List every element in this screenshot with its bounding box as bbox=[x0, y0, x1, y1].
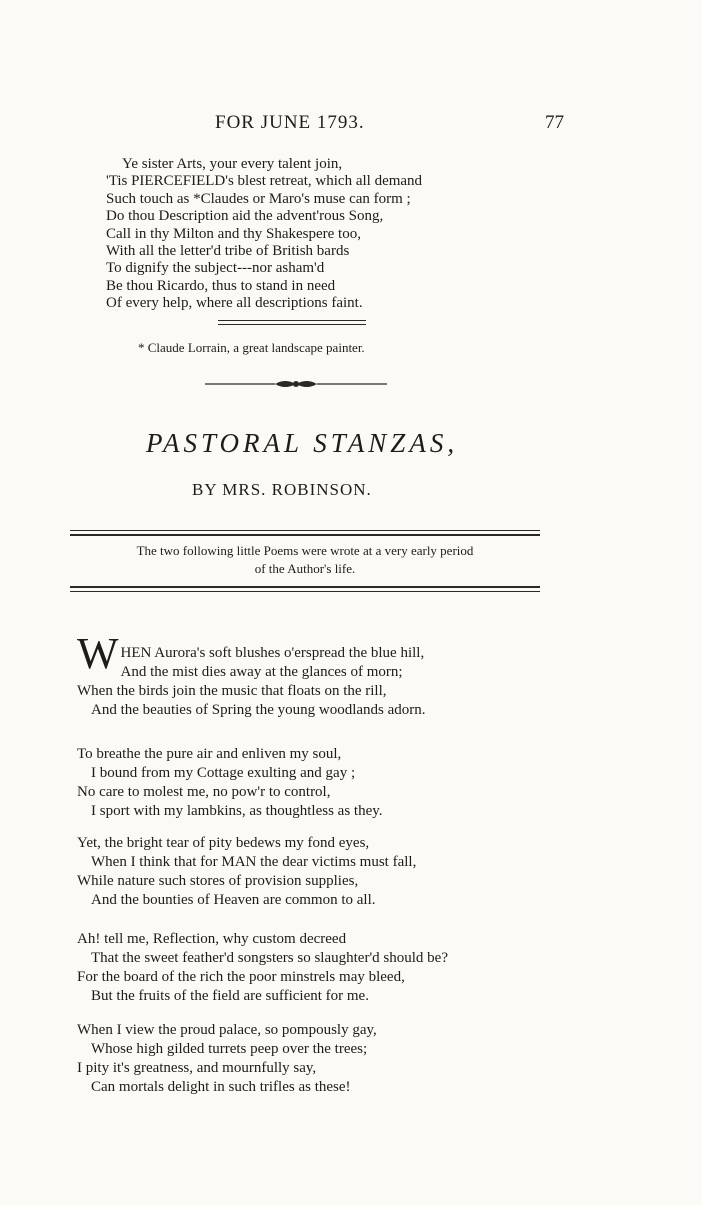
poem-line: When I think that for MAN the dear victims must fall, bbox=[91, 854, 417, 870]
poem-line: I sport with my lambkins, as thoughtless as they. bbox=[91, 803, 383, 819]
drop-cap: W bbox=[77, 629, 119, 678]
poem-line: For the board of the rich the poor minstrels may bleed, bbox=[77, 969, 405, 985]
poem-line: That the sweet feather'd songsters so slaughter'd should be? bbox=[91, 950, 448, 966]
ornament-divider bbox=[205, 376, 387, 392]
poem-line: Ah! tell me, Reflection, why custom decreed bbox=[77, 931, 347, 947]
poem-line: When the birds join the music that floats on the rill, bbox=[77, 683, 387, 699]
stanza-4 bbox=[77, 930, 448, 1006]
verse-line: With all the letter'd tribe of British bards bbox=[106, 243, 350, 260]
stanza-5 bbox=[77, 1021, 377, 1097]
page-number: 77 bbox=[545, 112, 564, 133]
poem-line: And the mist dies away at the glances of morn; bbox=[120, 664, 403, 680]
poem-line: Yet, the bright tear of pity bedews my fond eyes, bbox=[77, 835, 370, 851]
footnote-rule bbox=[218, 324, 366, 325]
note-line: of the Author's life. bbox=[254, 561, 356, 576]
poem-line: When I view the proud palace, so pompously gay, bbox=[77, 1022, 377, 1038]
poem-line: I pity it's greatness, and mournfully say, bbox=[77, 1060, 317, 1076]
stanza-1 bbox=[77, 629, 426, 720]
page-header bbox=[0, 112, 702, 142]
rule bbox=[70, 534, 540, 536]
rule bbox=[70, 586, 540, 588]
poem-line: HEN Aurora's soft blushes o'erspread the blue hill, bbox=[120, 645, 425, 661]
stanza-2 bbox=[77, 745, 383, 821]
note-line: The two following little Poems were wrote at a very early period bbox=[136, 543, 474, 558]
verse-line: Of every help, where all descriptions faint. bbox=[106, 295, 363, 312]
verse-line: Call in thy Milton and thy Shakespere too, bbox=[106, 225, 361, 242]
poem-line: While nature such stores of provision supplies, bbox=[77, 873, 359, 889]
editorial-note bbox=[70, 542, 540, 578]
byline: BY MRS. ROBINSON. bbox=[192, 480, 372, 499]
poem-line: But the fruits of the field are sufficient for me. bbox=[91, 988, 369, 1004]
verse-line: Such touch as *Claudes or Maro's muse can form ; bbox=[106, 190, 411, 207]
poem-line: And the bounties of Heaven are common to all. bbox=[91, 892, 376, 908]
poem-line: I bound from my Cottage exulting and gay ; bbox=[91, 765, 356, 781]
rule bbox=[70, 530, 540, 531]
poem-line: To breathe the pure air and enliven my soul, bbox=[77, 746, 342, 762]
poem-title: PASTORAL STANZAS, bbox=[146, 428, 459, 458]
verse-line: Be thou Ricardo, thus to stand in need bbox=[106, 277, 336, 294]
poem-line: No care to molest me, no pow'r to control, bbox=[77, 784, 331, 800]
poem-line: Whose high gilded turrets peep over the trees; bbox=[91, 1041, 368, 1057]
stanza-3 bbox=[77, 834, 416, 910]
verse-line: Do thou Description aid the advent'rous Song, bbox=[106, 208, 384, 225]
preceding-verse bbox=[106, 156, 422, 313]
verse-line: Ye sister Arts, your every talent join, bbox=[122, 156, 343, 172]
footnote: * Claude Lorrain, a great landscape painter. bbox=[138, 340, 365, 355]
verse-line: To dignify the subject---nor asham'd bbox=[106, 260, 325, 277]
verse-line: 'Tis PIERCEFIELD's blest retreat, which all demand bbox=[106, 173, 423, 190]
poem-line: And the beauties of Spring the young woodlands adorn. bbox=[91, 702, 426, 718]
footnote-rule bbox=[218, 320, 366, 321]
rule bbox=[70, 591, 540, 592]
running-head: FOR JUNE 1793. bbox=[215, 112, 365, 133]
poem-line: Can mortals delight in such trifles as these! bbox=[91, 1079, 351, 1095]
